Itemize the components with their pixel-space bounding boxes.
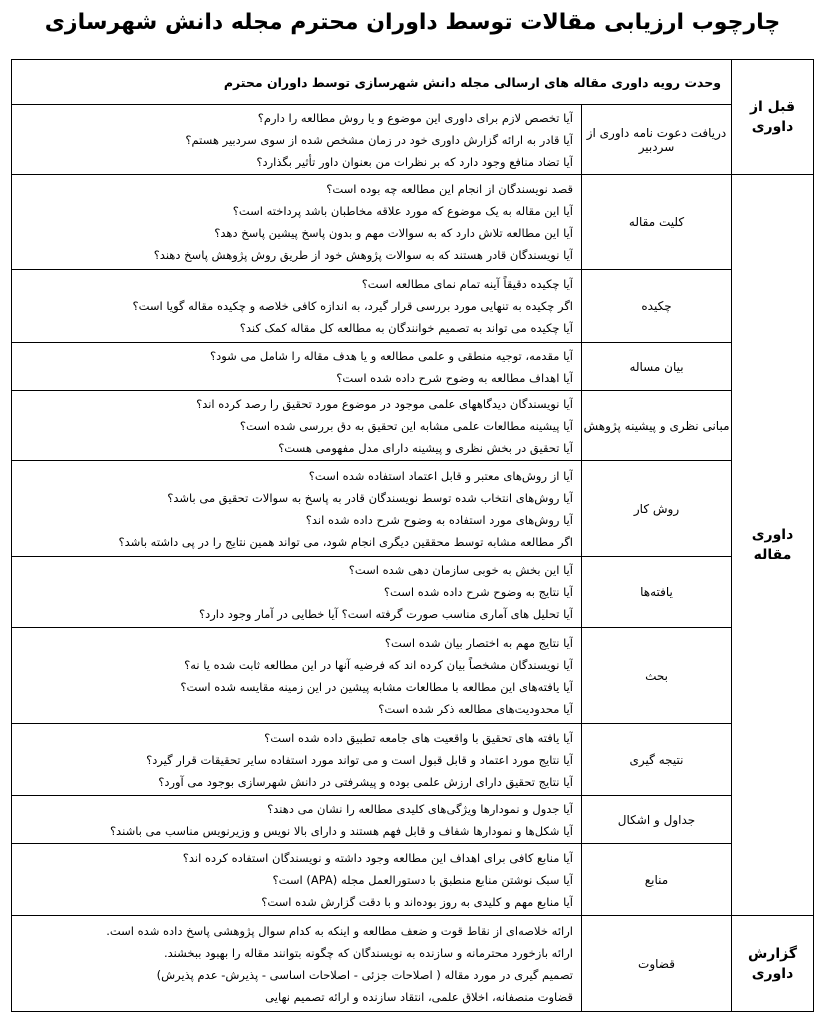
question-line: آیا نویسندگان قادر هستند که به سوالات پژوهش خود از طریق روش پژوهش پاسخ دهند؟ (153, 248, 573, 262)
page-title: چارچوب ارزیابی مقالات توسط داوران محترم مجله دانش شهرسازی (44, 10, 781, 35)
question-line: آیا تضاد منافع وجود دارد که بر نظرات من بعنوان داور تأثیر بگذارد؟ (256, 154, 573, 169)
question-line: آیا منابع مهم و کلیدی به روز بوده‌اند و با دقت گزارش شده است؟ (261, 894, 573, 909)
evaluation-table (11, 59, 814, 1012)
question-line: آیا چکیده می تواند به تصمیم خوانندگان به مطالعه کل مقاله کمک کند؟ (239, 321, 573, 335)
category-cell: روش کار (582, 461, 732, 557)
phase-label: قبل از (749, 99, 796, 115)
phase-article-review: داوری مقاله (732, 175, 814, 916)
question-line: آیا نتایج مورد اعتماد و قابل قبول است و می تواند مورد استفاده سایر تحقیقات قرار گیرد؟ (146, 752, 573, 767)
table-row (12, 796, 814, 844)
question-line: آیا نتایج مهم به اختصار بیان شده است؟ (384, 635, 573, 650)
question-line: آیا تحقیق در بخش نظری و پیشینه دارای مدل مفهومی هست؟ (278, 440, 573, 455)
category-cell: یافته‌ها (582, 557, 732, 628)
phase-label: داوری (751, 965, 794, 982)
phase-before-review (732, 60, 814, 175)
questions-cell (12, 391, 582, 461)
question-line: آیا محدودیت‌های مطالعه ذکر شده است؟ (378, 701, 573, 716)
table-header: وحدت رویه داوری مقاله های ارسالی مجله دانش شهرسازی توسط داوران محترم (12, 60, 732, 105)
question-line: آیا مقدمه، توجیه منطقی و علمی مطالعه و یا هدف مقاله را شامل می شود؟ (210, 348, 573, 363)
question-line: قضاوت منصفانه، اخلاق علمی، انتقاد سازنده و ارائه تصمیم نهایی (265, 989, 573, 1004)
questions-cell (12, 796, 582, 844)
category-cell: بیان مساله (582, 343, 732, 391)
question-line: ارائه بازخورد محترمانه و سازنده به نویسندگان که چگونه بتوانند مقاله را بهبود ببخشند. (163, 945, 573, 960)
phase-label: گزارش (747, 945, 798, 962)
question-line: آیا شکل‌ها و نمودارها شفاف و قابل فهم هستند و دارای بالا نویس و وزیرنویس مناسب می باشند؟ (109, 823, 573, 838)
category-cell: دریافت دعوت نامه داوری از سردبیر (582, 105, 732, 175)
question-line: آیا روش‌های مورد استفاده به وضوح شرح داده شده اند؟ (305, 512, 573, 527)
question-line: آیا قادر به ارائه گزارش داوری خود در زمان مشخص شده از سوی سردبیر هستم؟ (185, 132, 573, 147)
question-line: آیا نتایج به وضوح شرح داده شده است؟ (383, 585, 573, 599)
question-line: آیا منابع کافی برای اهداف این مطالعه وجود داشته و نویسندگان استفاده کرده اند؟ (182, 850, 573, 865)
questions-cell (12, 916, 582, 1012)
question-line: آیا تحلیل های آماری مناسب صورت گرفته است؟ آیا خطایی در آمار وجود دارد؟ (199, 607, 573, 621)
question-line: آیا نتایج تحقیق دارای ارزش علمی بوده و پیشرفتی در دانش شهرسازی بوجود می آورد؟ (158, 774, 573, 789)
category-cell: بحث (582, 628, 732, 724)
question-line: آیا اهداف مطالعه به وضوح شرح داده شده است؟ (336, 370, 573, 385)
question-line: آیا نویسندگان مشخصاً بیان کرده اند که فرضیه آنها در این مطالعه ثابت شده یا نه؟ (184, 657, 573, 672)
questions-cell (12, 557, 582, 628)
question-line: اگر مطالعه مشابه توسط محققین دیگری انجام شود، می تواند همین نتایج را در پی داشته باشد؟ (118, 534, 573, 549)
question-line: آیا این مقاله به یک موضوع که مورد علاقه مخاطبان باشد پرداخته است؟ (232, 204, 573, 218)
question-line: آیا پیشینه مطالعات علمی مشابه این تحقیق به دق بررسی شده است؟ (239, 418, 573, 433)
table-row (12, 391, 814, 461)
phase-label: داوری (751, 119, 794, 135)
question-line: آیا نویسندگان دیدگاههای علمی موجود در موضوع مورد تحقیق را رصد کرده اند؟ (196, 396, 573, 411)
category-cell: قضاوت (582, 916, 732, 1012)
question-line: اگر چکیده به تنهایی مورد بررسی قرار گیرد، به اندازه کافی خلاصه و چکیده مقاله گویا است؟ (132, 299, 573, 313)
category-cell: چکیده (582, 270, 732, 343)
questions-cell (12, 844, 582, 916)
question-line: آیا یافته‌های این مطالعه با مطالعات مشابه پیشین در این زمینه مقایسه شده است؟ (180, 679, 573, 694)
question-line: آیا سبک نوشتن منابع منطبق با دستورالعمل مجله (APA) است؟ (272, 872, 573, 887)
category-cell: جداول و اشکال (582, 796, 732, 844)
question-line: آیا چکیده دقیقاً آینه تمام نمای مطالعه است؟ (361, 277, 573, 291)
table-row (12, 461, 814, 557)
question-line: آیا جدول و نمودارها ویژگی‌های کلیدی مطالعه را نشان می دهند؟ (267, 801, 573, 816)
questions-cell (12, 175, 582, 270)
table-header-row (12, 60, 814, 105)
questions-cell (12, 343, 582, 391)
question-line: تصمیم گیری در مورد مقاله ( اصلاحات جزئی - اصلاحات اساسی - پذیرش- عدم پذیرش) (156, 967, 573, 982)
phase-review-report (732, 916, 814, 1012)
question-line: آیا از روش‌های معتبر و قابل اعتماد استفاده شده است؟ (308, 468, 573, 483)
table-row (12, 916, 814, 1012)
questions-cell (12, 628, 582, 724)
category-cell: کلیت مقاله (582, 175, 732, 270)
question-line: آیا این مطالعه تلاش دارد که به سوالات مهم و بدون پاسخ پیشین پاسخ دهد؟ (214, 226, 573, 240)
table-row (12, 175, 814, 270)
question-line: ارائه خلاصه‌ای از نقاط قوت و ضعف مطالعه و اینکه به کدام سوال پژوهشی پاسخ داده شده است. (106, 923, 573, 938)
question-line: آیا روش‌های انتخاب شده توسط نویسندگان قادر به پاسخ به سوالات تحقیق می باشد؟ (167, 490, 573, 505)
table-row (12, 628, 814, 724)
table-row (12, 343, 814, 391)
question-line: آیا یافته های تحقیق با واقعیت های جامعه تطبیق داده شده است؟ (264, 730, 573, 745)
table-row (12, 270, 814, 343)
category-cell: مبانی نظری و پیشینه پژوهش (582, 391, 732, 461)
category-cell: منابع (582, 844, 732, 916)
question-line: قصد نویسندگان از انجام این مطالعه چه بوده است؟ (326, 182, 573, 196)
question-line: آیا تخصص لازم برای داوری این موضوع و یا روش مطالعه را دارم؟ (257, 110, 573, 125)
category-cell: نتیجه گیری (582, 724, 732, 796)
table-row (12, 724, 814, 796)
table-row (12, 105, 814, 175)
table-row (12, 557, 814, 628)
questions-cell (12, 461, 582, 557)
question-line: آیا این بخش به خوبی سازمان دهی شده است؟ (348, 563, 573, 577)
questions-cell (12, 270, 582, 343)
table-row (12, 844, 814, 916)
questions-cell (12, 724, 582, 796)
questions-cell (12, 105, 582, 175)
